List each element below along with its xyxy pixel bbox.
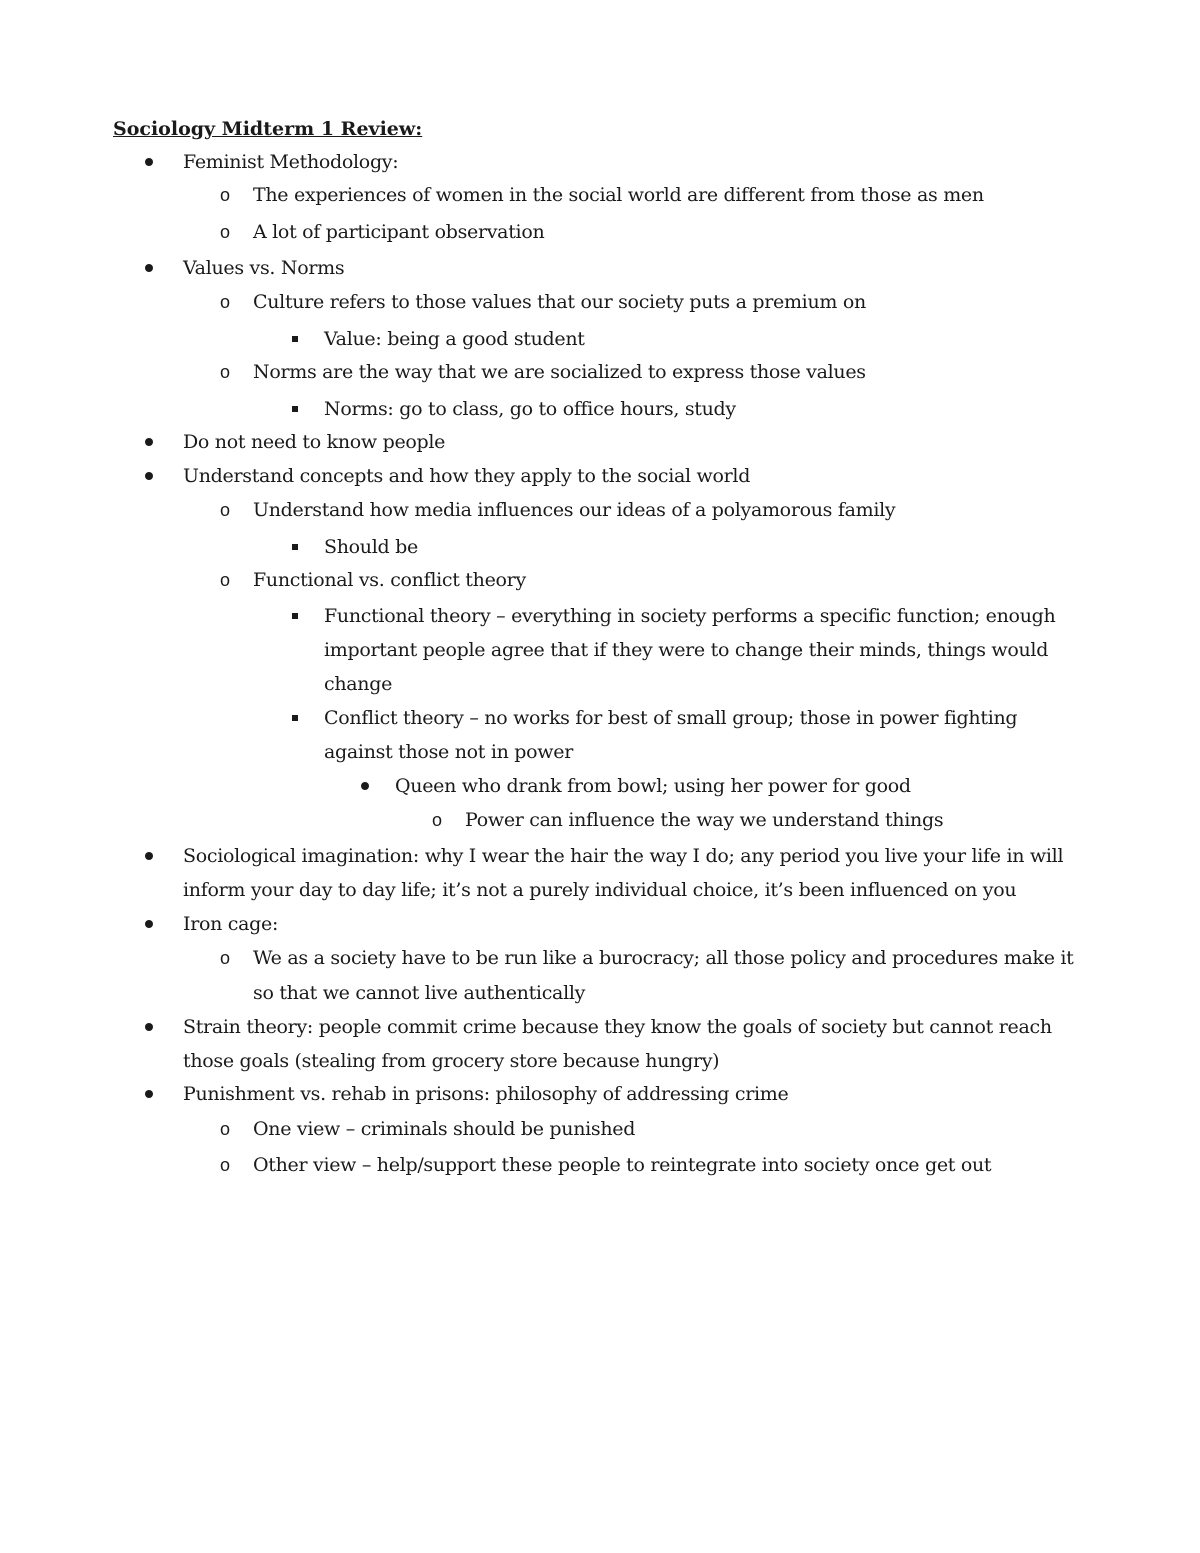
outline-line: Norms are the way that we are socialized to express those values (253, 361, 866, 383)
outline-line: Strain theory: people commit crime because they know the goals of society but cannot reach (183, 1016, 1052, 1038)
outline-line: Culture refers to those values that our society puts a premium on (253, 291, 866, 313)
outline-line: Feminist Methodology: (183, 151, 399, 173)
outline-line: Iron cage: (183, 913, 279, 935)
outline-line: Functional vs. conflict theory (253, 569, 526, 591)
bullet-circle-icon: o (220, 222, 231, 242)
outline-line: Queen who drank from bowl; using her power for good (395, 775, 911, 797)
outline-line: Should be (324, 536, 418, 558)
bullet-square-icon (292, 336, 298, 342)
bullet-circle-icon: o (220, 1155, 231, 1175)
bullet-circle-icon: o (220, 292, 231, 312)
bullet-circle-icon: o (220, 948, 231, 968)
bullet-dot-icon (145, 1023, 153, 1031)
bullet-dot-icon (145, 158, 153, 166)
bullet-dot-icon (145, 438, 153, 446)
bullet-dot-icon (145, 920, 153, 928)
outline-line: Functional theory – everything in society performs a specific function; enough (324, 605, 1056, 627)
bullet-square-icon (292, 613, 298, 619)
bullet-circle-icon: o (220, 185, 231, 205)
outline-line: Understand how media influences our ideas of a polyamorous family (253, 499, 896, 521)
bullet-circle-icon: o (220, 362, 231, 382)
outline-line: important people agree that if they were to change their minds, things would (324, 639, 1049, 661)
outline-line: Punishment vs. rehab in prisons: philosophy of addressing crime (183, 1083, 789, 1105)
outline-line: against those not in power (324, 741, 573, 763)
outline-line: Sociological imagination: why I wear the hair the way I do; any period you live your life in will (183, 845, 1064, 867)
bullet-square-icon (292, 544, 298, 550)
bullet-dot-icon (145, 1090, 153, 1098)
outline-line: The experiences of women in the social world are different from those as men (253, 184, 984, 206)
outline-line: those goals (stealing from grocery store because hungry) (183, 1050, 720, 1072)
outline-line: inform your day to day life; it’s not a purely individual choice, it’s been influenced on you (183, 879, 1017, 901)
outline-line: Values vs. Norms (183, 257, 345, 279)
bullet-circle-icon: o (220, 570, 231, 590)
outline-line: A lot of participant observation (253, 221, 545, 243)
bullet-circle-icon: o (220, 500, 231, 520)
bullet-circle-icon: o (220, 1119, 231, 1139)
bullet-circle-icon: o (432, 810, 443, 830)
bullet-square-icon (292, 406, 298, 412)
bullet-dot-icon (145, 852, 153, 860)
outline-line: Value: being a good student (324, 328, 585, 350)
bullet-dot-icon (145, 264, 153, 272)
document-title: Sociology Midterm 1 Review: (113, 118, 423, 140)
bullet-dot-icon (361, 782, 369, 790)
outline-line: change (324, 673, 393, 695)
outline-line: Conflict theory – no works for best of small group; those in power fighting (324, 707, 1018, 729)
bullet-dot-icon (145, 472, 153, 480)
outline-line: so that we cannot live authentically (253, 982, 586, 1004)
outline-line: Power can influence the way we understand things (465, 809, 944, 831)
outline-line: Norms: go to class, go to office hours, study (324, 398, 736, 420)
outline-line: Other view – help/support these people to reintegrate into society once get out (253, 1154, 992, 1176)
outline-line: One view – criminals should be punished (253, 1118, 636, 1140)
outline-line: We as a society have to be run like a burocracy; all those policy and procedures make it (253, 947, 1074, 969)
bullet-square-icon (292, 715, 298, 721)
outline-line: Understand concepts and how they apply to the social world (183, 465, 751, 487)
outline-line: Do not need to know people (183, 431, 446, 453)
